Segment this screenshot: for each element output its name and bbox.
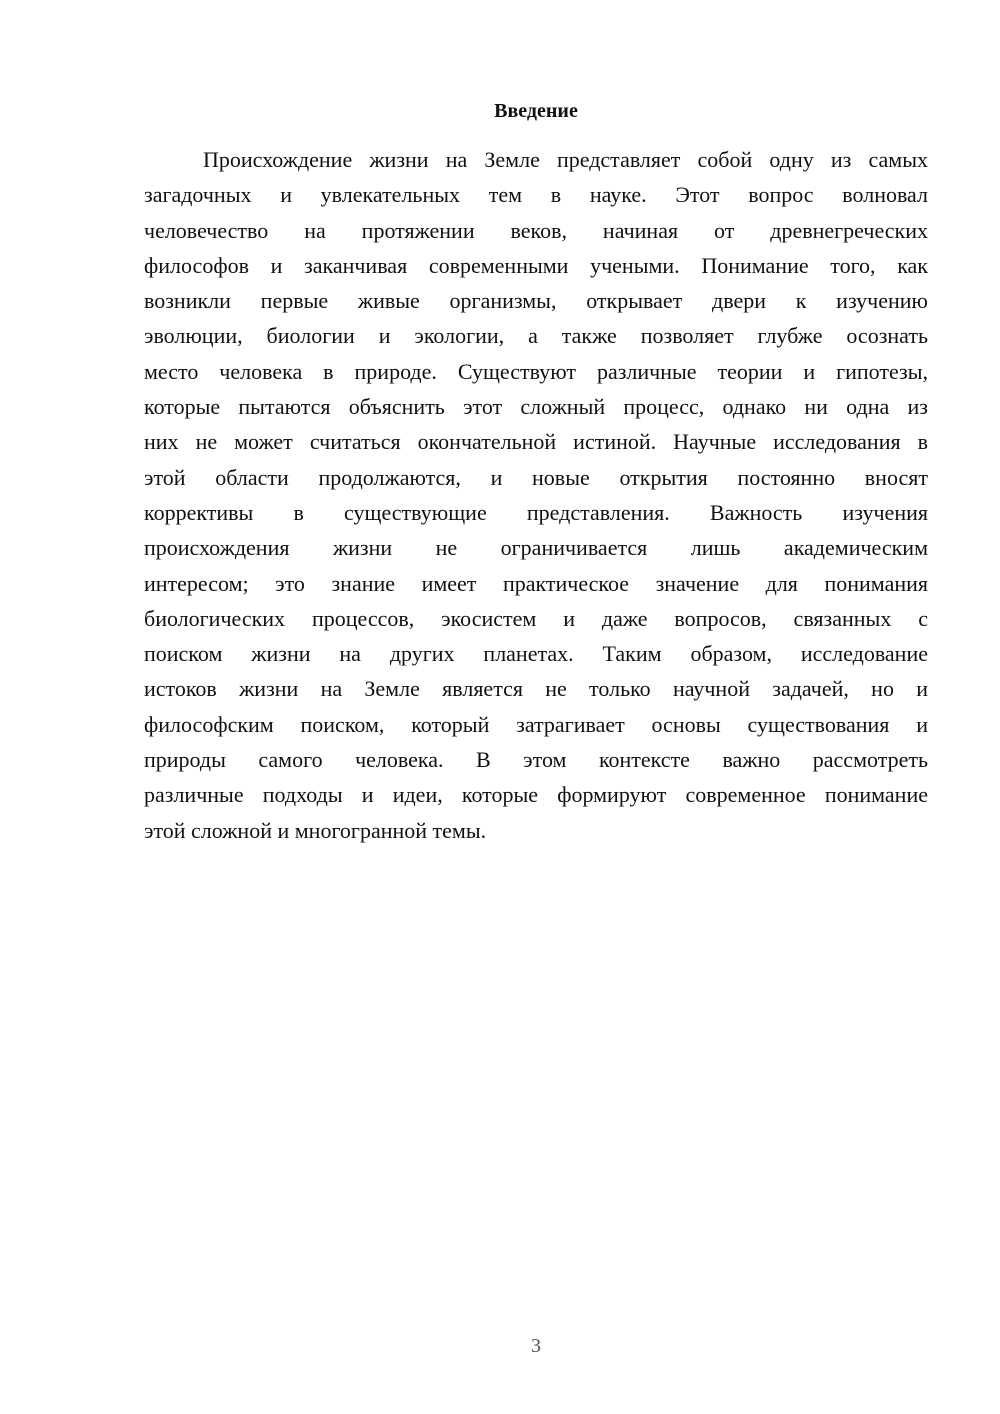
paragraph-line: природы самого человека. В этом контексте важно рассмотреть	[144, 747, 928, 773]
paragraph-line: место человека в природе. Существуют различные теории и гипотезы,	[144, 358, 928, 384]
paragraph-line: них не может считаться окончательной истиной. Научные исследования в	[144, 429, 928, 455]
paragraph-line: поиском жизни на других планетах. Таким образом, исследование	[144, 641, 928, 667]
paragraph-line: которые пытаются объяснить этот сложный процесс, однако ни одна из	[144, 394, 928, 420]
paragraph-line: человечество на протяжении веков, начиная от древнегреческих	[144, 217, 928, 243]
paragraph-line: интересом; это знание имеет практическое значение для понимания	[144, 570, 928, 596]
introduction-paragraph	[144, 142, 928, 848]
paragraph-line: происхождения жизни не ограничивается лишь академическим	[144, 535, 928, 561]
paragraph-line: этой области продолжаются, и новые открытия постоянно вносят	[144, 464, 928, 490]
paragraph-line: истоков жизни на Земле является не только научной задачей, но и	[144, 676, 928, 702]
section-heading: Введение	[494, 100, 578, 122]
paragraph-line: загадочных и увлекательных тем в науке. Этот вопрос волновал	[144, 182, 928, 208]
paragraph-line: биологических процессов, экосистем и даже вопросов, связанных с	[144, 605, 928, 631]
paragraph-line: философским поиском, который затрагивает основы существования и	[144, 711, 928, 737]
page-number: 3	[531, 1335, 541, 1357]
paragraph-line: возникли первые живые организмы, открывает двери к изучению	[144, 288, 928, 314]
paragraph-line: этой сложной и многогранной темы.	[144, 817, 487, 843]
paragraph-line: коррективы в существующие представления. Важность изучения	[144, 499, 928, 525]
paragraph-line: различные подходы и идеи, которые формируют современное понимание	[144, 782, 928, 808]
paragraph-line: философов и заканчивая современными учеными. Понимание того, как	[144, 252, 928, 278]
paragraph-line: эволюции, биологии и экологии, а также позволяет глубже осознать	[144, 323, 928, 349]
paragraph-line: Происхождение жизни на Земле представляет собой одну из самых	[203, 147, 928, 172]
